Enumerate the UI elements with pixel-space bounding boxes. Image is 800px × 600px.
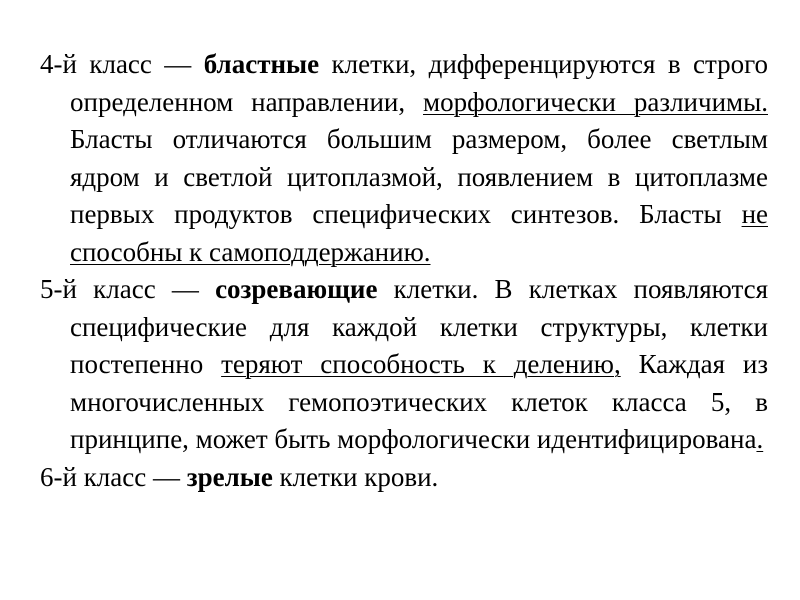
text-segment: 5-й класс — — [40, 274, 216, 304]
text-segment: клетки, дифференцируются в строго определенном направлении, — [70, 49, 769, 117]
underlined-phrase: не способны к самоподдержанию. — [70, 199, 768, 267]
paragraph-class-4 — [40, 46, 768, 271]
term-mature-cells: зрелые — [186, 461, 273, 492]
paragraph-class-6 — [40, 459, 768, 497]
text-body — [40, 46, 768, 496]
text-segment: Каждая из многочисленных гемопоэтических клеток класса 5, в принципе, может быть морфологически идентифицирована — [70, 349, 768, 454]
text-segment: 6-й класс — — [40, 461, 187, 492]
text-segment: Бласты отличаются большим размером, более светлым ядром и светлой цитоплазмой, появлением в цитоплазме первых продуктов специфических синтезов. Бласты — [70, 124, 768, 229]
term-blast-cells: бластные — [203, 49, 320, 79]
underlined-phrase: морфологически различимы. — [423, 86, 768, 117]
text-segment: клетки крови. — [272, 461, 439, 492]
term-maturing-cells: созревающие — [215, 274, 378, 304]
underlined-phrase: теряют способность к делению, — [221, 349, 621, 379]
paragraph-class-5 — [40, 271, 768, 459]
text-segment: 4-й класс — — [40, 49, 204, 79]
underlined-period: . — [756, 424, 764, 454]
text-segment: клетки. В клетках появляются специфические для каждой клетки структуры, клетки постепенно — [70, 274, 768, 379]
